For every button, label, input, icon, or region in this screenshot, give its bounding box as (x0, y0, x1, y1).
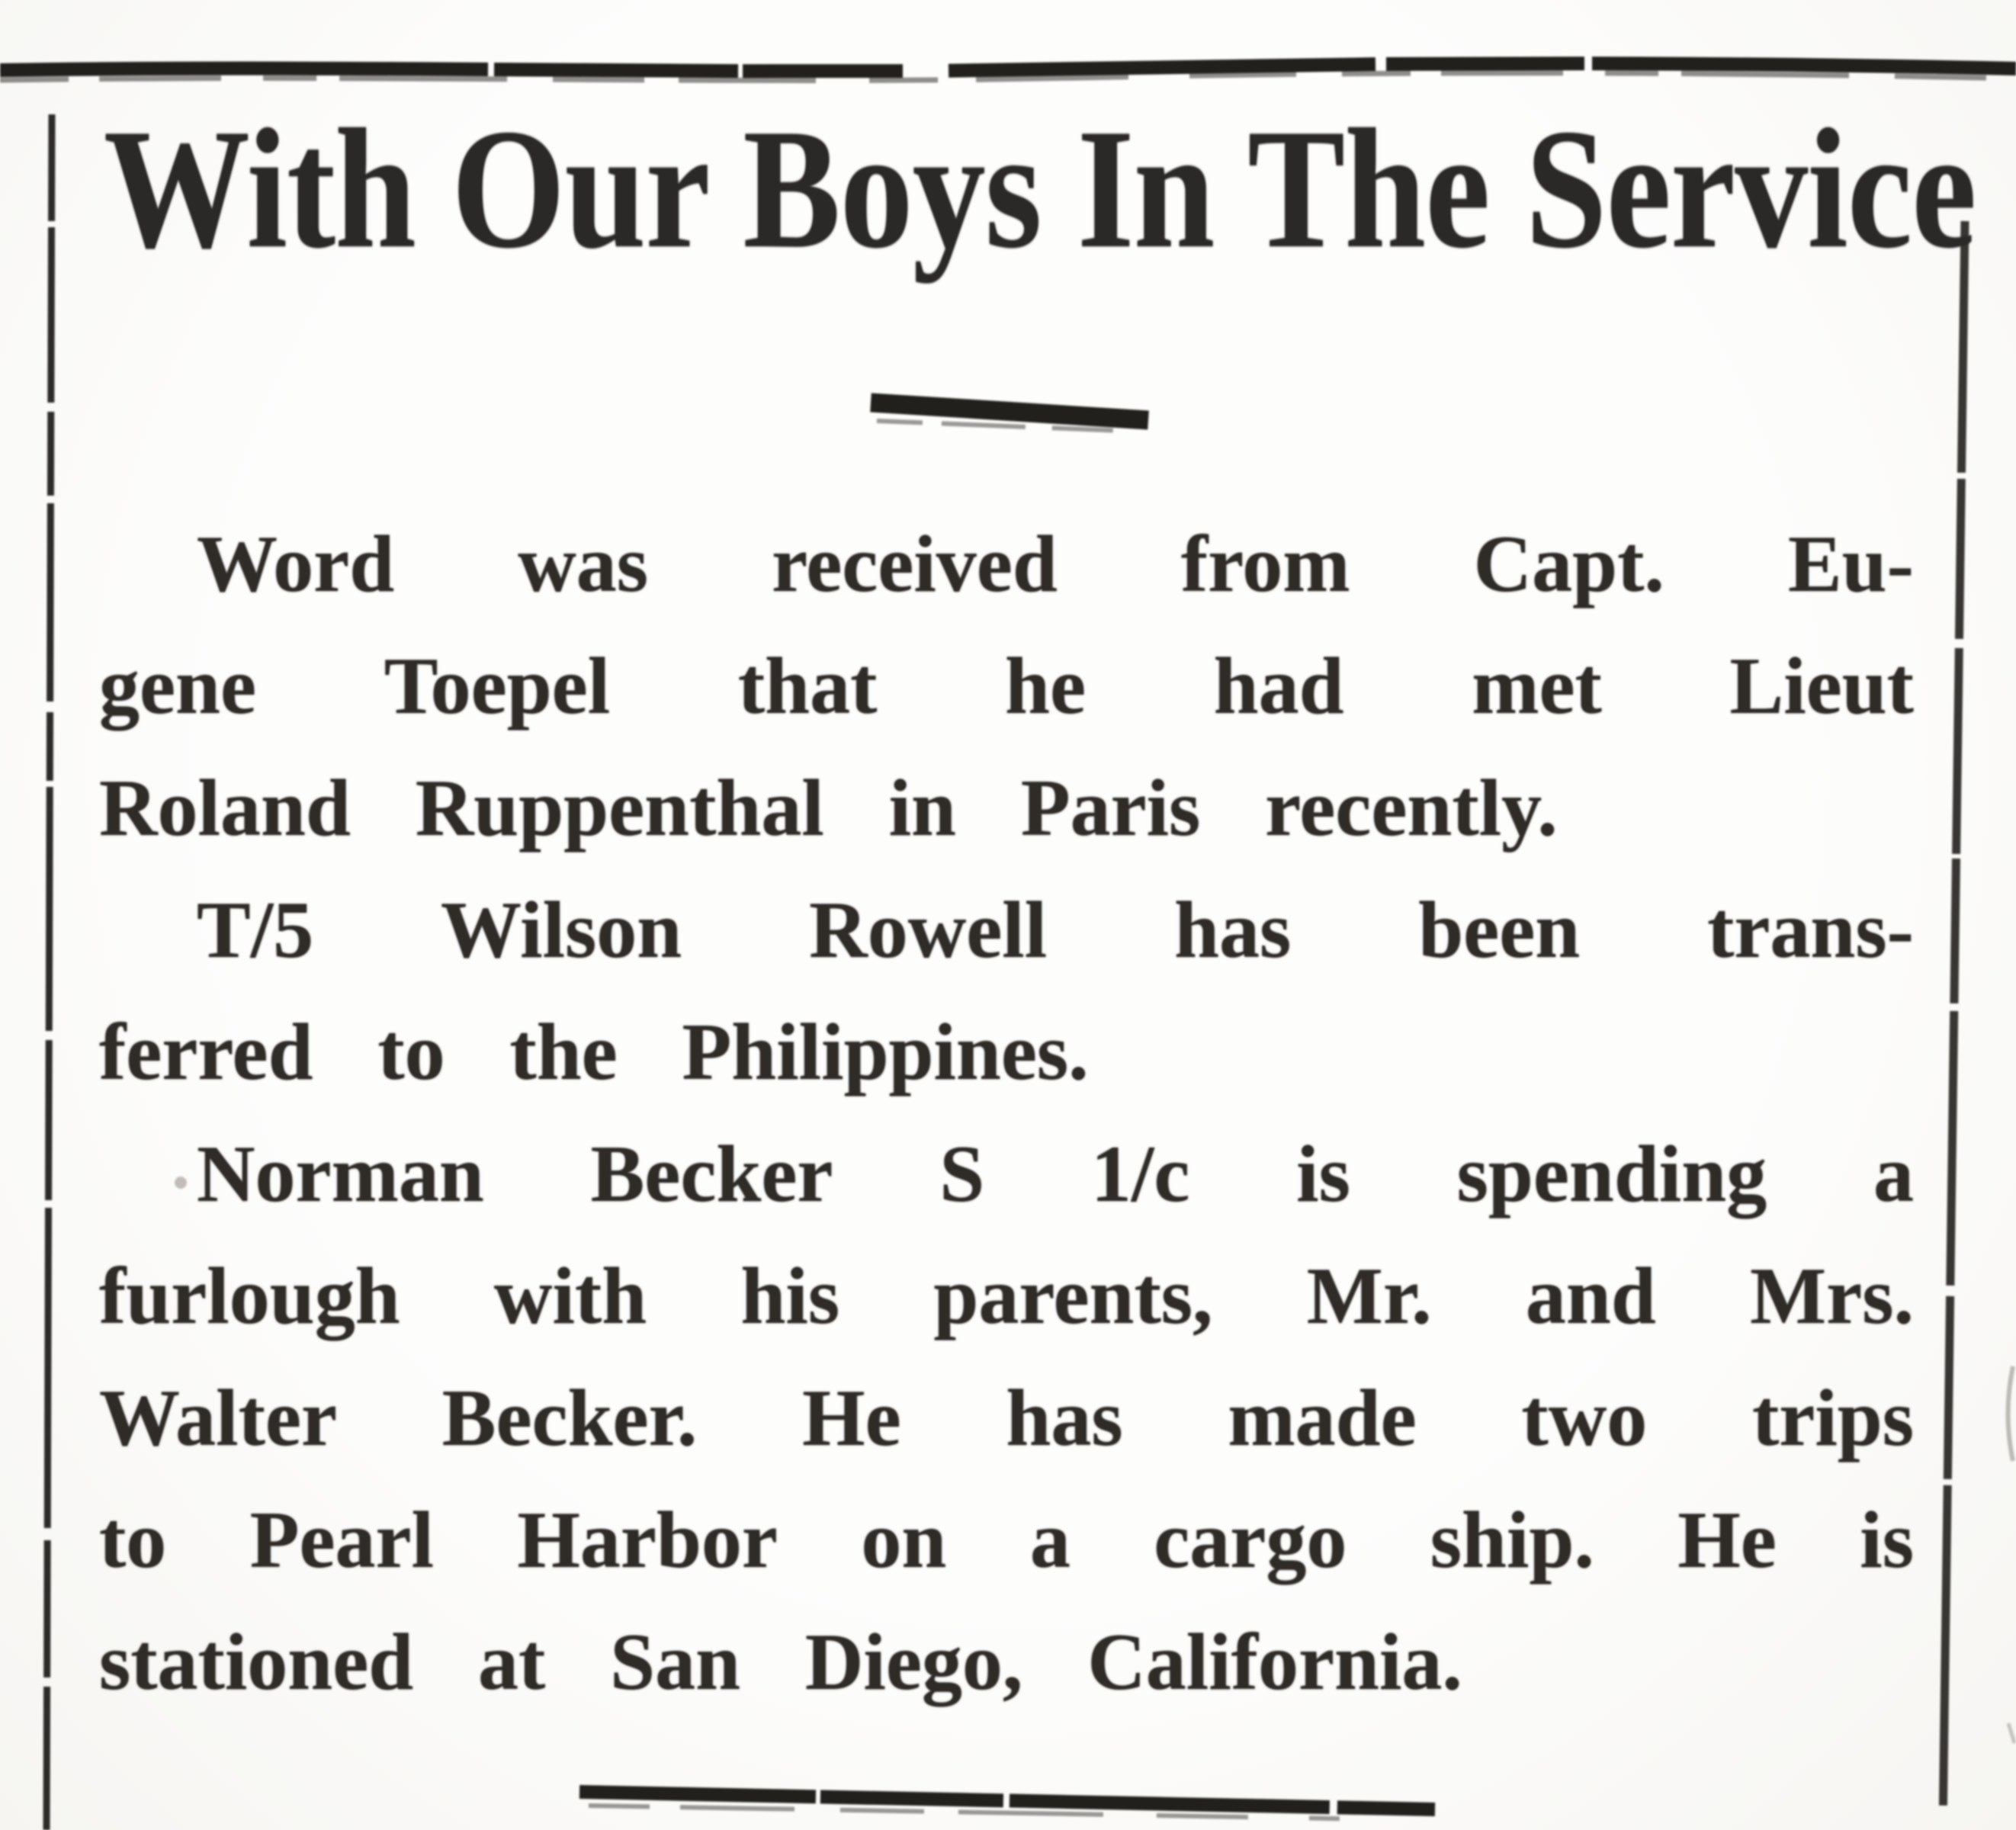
word: a (1029, 1495, 1071, 1584)
article-line: ferred to the Philippines. (99, 1007, 1089, 1096)
word: is (1296, 1129, 1350, 1218)
scan-artifact-curve (2008, 1366, 2014, 1461)
word: Harbor (517, 1495, 778, 1584)
word: T/5 (197, 885, 314, 974)
word: his (740, 1251, 840, 1340)
word: He (802, 1373, 901, 1462)
article-line (99, 1113, 1914, 1235)
article-line (99, 625, 1914, 747)
article-line (99, 869, 1914, 991)
word: Wilson (441, 885, 682, 974)
word: a (1873, 1129, 1914, 1218)
word: received (772, 519, 1058, 608)
word: trans- (1707, 885, 1914, 974)
article-body (99, 503, 1914, 1723)
word: parents, (933, 1251, 1213, 1340)
word: Toepel (384, 641, 611, 730)
word: two (1521, 1373, 1648, 1462)
word: 1/c (1090, 1129, 1190, 1218)
word: Pearl (249, 1495, 435, 1584)
word: Word (197, 519, 395, 608)
article-line (99, 1479, 1914, 1601)
right-column-rule (1943, 221, 1965, 1830)
word: been (1418, 885, 1581, 974)
word: that (737, 641, 878, 730)
left-column-rule (47, 114, 52, 1830)
word: Norman (197, 1129, 484, 1218)
word: he (1005, 641, 1087, 730)
word: spending (1456, 1129, 1767, 1218)
article-line (99, 503, 1914, 625)
word: has (1174, 885, 1292, 974)
article-line (99, 1235, 1914, 1357)
word: with (493, 1251, 647, 1340)
word: from (1180, 519, 1350, 608)
word: Lieut (1729, 641, 1914, 730)
word: has (1006, 1373, 1123, 1462)
word: was (518, 519, 649, 608)
word: He (1677, 1495, 1777, 1584)
scan-artifact-tick (2008, 1723, 2014, 1743)
article-line (99, 1357, 1914, 1479)
word: Eu- (1787, 519, 1914, 608)
word: to (99, 1495, 167, 1584)
headline-divider (871, 403, 1148, 420)
word: had (1213, 641, 1344, 730)
word: trips (1752, 1373, 1914, 1462)
word: S (939, 1129, 985, 1218)
word: furlough (99, 1251, 400, 1340)
word: gene (99, 641, 257, 730)
article-line: stationed at San Diego, California. (99, 1617, 1462, 1706)
word: on (861, 1495, 947, 1584)
word: Mr. (1306, 1251, 1432, 1340)
top-rule (0, 63, 2016, 71)
word: Capt. (1473, 519, 1664, 608)
word: Rowell (809, 885, 1048, 974)
word: Becker. (441, 1373, 698, 1462)
article-headline: With Our Boys In The Service (104, 93, 1976, 284)
word: met (1472, 641, 1602, 730)
article-line: Roland Ruppenthal in Paris recently. (99, 763, 1558, 852)
word: Mrs. (1750, 1251, 1914, 1340)
word: cargo (1154, 1495, 1347, 1584)
word: made (1228, 1373, 1417, 1462)
word: is (1860, 1495, 1914, 1584)
word: Becker (590, 1129, 833, 1218)
word: Walter (99, 1373, 337, 1462)
word: ship. (1430, 1495, 1594, 1584)
word: and (1525, 1251, 1656, 1340)
